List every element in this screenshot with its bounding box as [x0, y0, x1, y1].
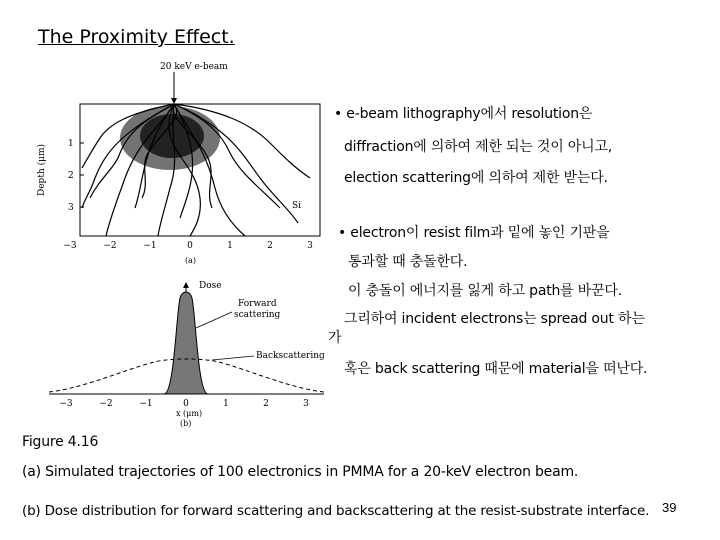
bullet-2-line-4b: 가 [328, 330, 342, 346]
bullet-2-line-3: 이 충돌이 에너지를 잃게 하고 path를 바꾼다. [348, 283, 622, 299]
back-pointer [212, 356, 254, 360]
forward-pointer [196, 312, 232, 328]
beam-label: 20 keV e-beam [160, 62, 228, 72]
x-axis-label-b: x (μm) [176, 409, 203, 418]
x-tick: 1 [227, 241, 233, 251]
dense-scatter-core [140, 114, 204, 158]
forward-label-1: Forward [238, 299, 277, 309]
bullet-2-line-4: 그리하여 incident electrons는 spread out 하는 [344, 311, 645, 327]
page-number: 39 [662, 500, 677, 515]
x-tick: 2 [263, 399, 269, 409]
bullet-2-line-2: 통과할 때 충돌한다. [348, 254, 468, 270]
panel-label-b: (b) [180, 419, 192, 428]
y-axis-label: Depth (μm) [37, 144, 47, 196]
y-tick-2: 2 [68, 171, 74, 181]
x-tick: −2 [99, 399, 113, 409]
bullet-1-line-3: election scattering에 의하여 제한 받는다. [344, 170, 608, 186]
bullet-2-line-1: • electron이 resist film과 밑에 놓인 기판을 [338, 225, 610, 241]
y-tick-1: 1 [68, 139, 74, 149]
x-tick: −1 [139, 399, 153, 409]
x-tick: 0 [183, 399, 189, 409]
bullet-2-line-5: 혹은 back scattering 때문에 material을 떠난다. [344, 361, 648, 377]
figure-label: Figure 4.16 [22, 434, 99, 450]
x-tick: 3 [303, 399, 309, 409]
y-tick-3: 3 [68, 203, 74, 213]
slide-title: The Proximity Effect. [38, 26, 235, 48]
caption-a: (a) Simulated trajectories of 100 electronics in PMMA for a 20-keV electron beam. [22, 464, 579, 480]
forward-scattering-peak [164, 292, 208, 394]
x-tick: 2 [267, 241, 273, 251]
x-tick: −1 [143, 241, 157, 251]
back-label: Backscattering [256, 351, 325, 361]
panel-label-a: (a) [185, 256, 197, 265]
x-tick: 1 [223, 399, 229, 409]
x-tick: −2 [103, 241, 117, 251]
dose-axis-arrow [183, 282, 189, 288]
bullet-1-line-1: • e-beam lithography에서 resolution은 [334, 106, 593, 122]
forward-label-2: scattering [234, 310, 281, 320]
bullet-1-line-2: diffraction에 의하여 제한 되는 것이 아니고, [344, 139, 612, 155]
x-tick: 0 [187, 241, 193, 251]
x-ticks-b [59, 399, 309, 409]
dose-figure [44, 278, 334, 428]
beam-arrow [171, 98, 177, 104]
x-tick: −3 [63, 241, 77, 251]
material-label: Si [292, 201, 302, 211]
dose-label: Dose [199, 281, 222, 291]
x-tick: −3 [59, 399, 73, 409]
x-ticks-a [63, 241, 313, 251]
trajectory-figure [30, 58, 330, 268]
x-tick: 3 [307, 241, 313, 251]
caption-b: (b) Dose distribution for forward scattering and backscattering at the resist-substrate interface. [22, 503, 650, 519]
